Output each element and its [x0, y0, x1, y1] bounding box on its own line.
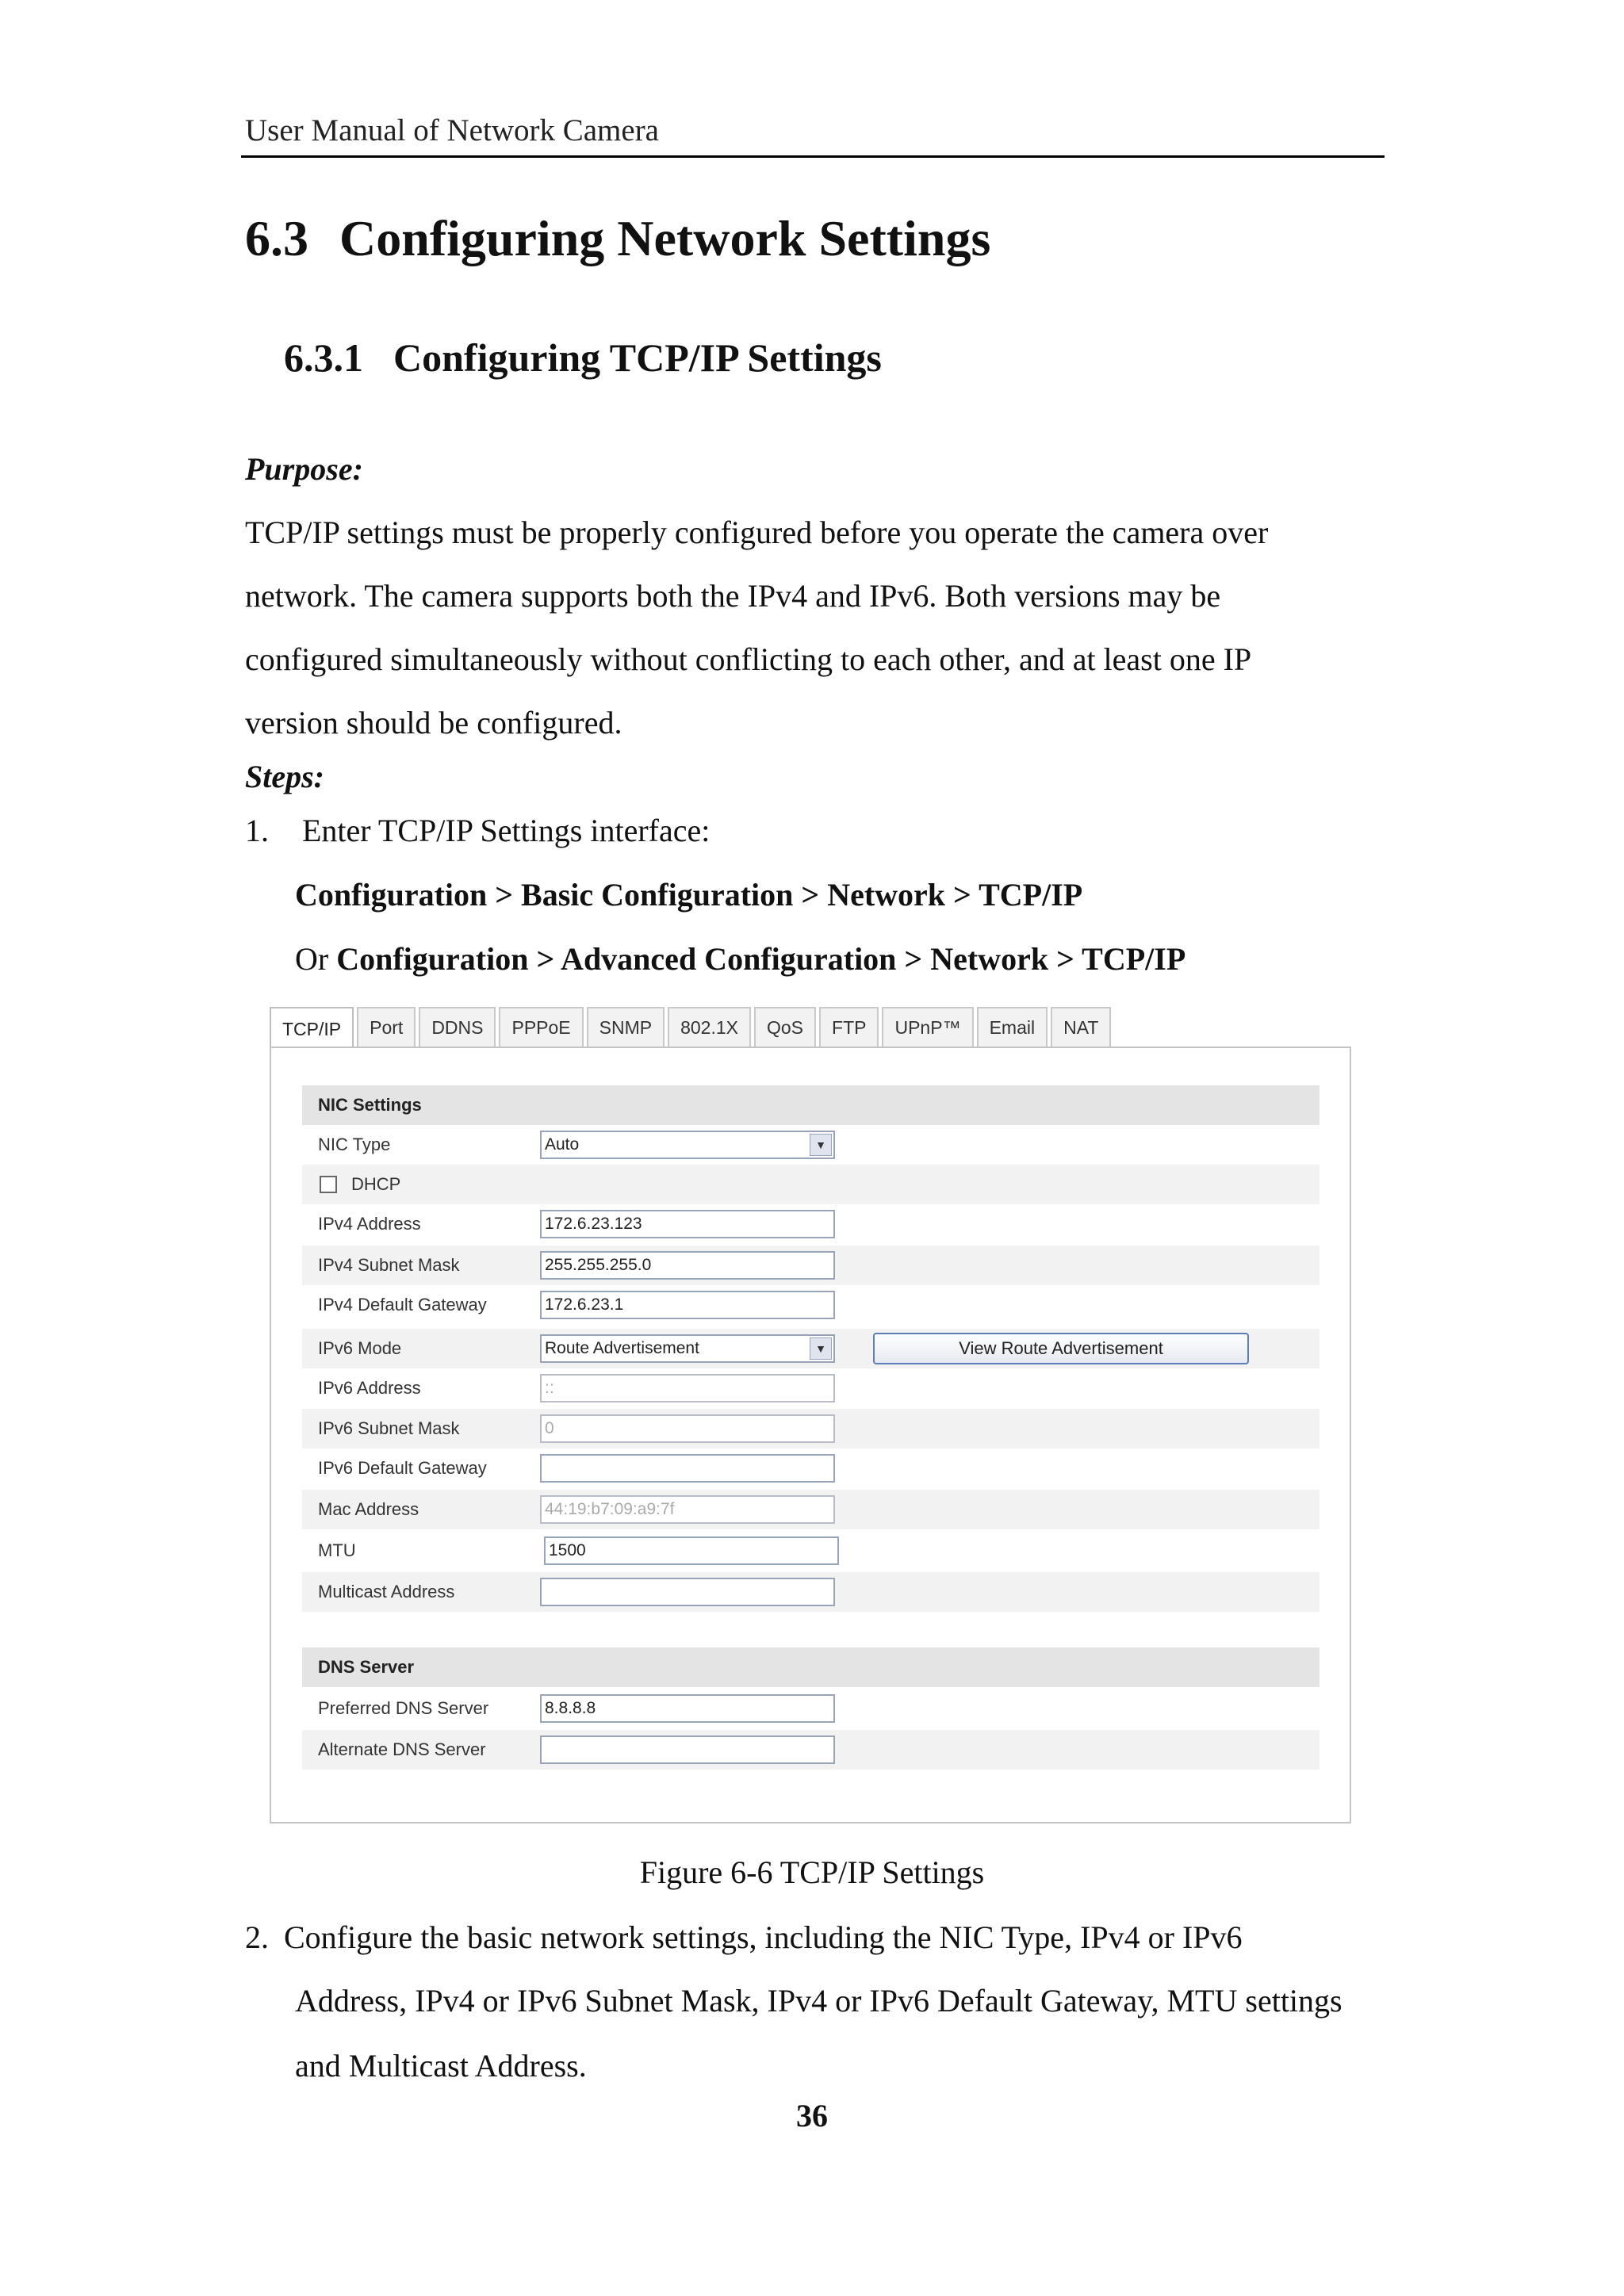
ipv4-gateway-input[interactable]: 172.6.23.1 — [540, 1291, 835, 1319]
step-2-number: 2. — [245, 1919, 269, 1955]
menu-path-advanced: Configuration > Advanced Configuration > Network > TCP/IP — [336, 941, 1186, 977]
step-2-line: and Multicast Address. — [295, 2048, 587, 2084]
subsection-heading — [284, 335, 882, 381]
dhcp-label: DHCP — [351, 1174, 401, 1194]
section-number: 6.3 — [245, 210, 308, 266]
mac-address-input: 44:19:b7:09:a9:7f — [540, 1495, 835, 1524]
step-2-line: Configure the basic network settings, including the NIC Type, IPv4 or IPv6 — [284, 1919, 1243, 1955]
menu-path-advanced-line — [295, 940, 1185, 978]
multicast-address-input[interactable] — [540, 1578, 835, 1606]
ipv6-subnet-mask-label: IPv6 Subnet Mask — [318, 1418, 460, 1438]
step-2-line: Address, IPv4 or IPv6 Subnet Mask, IPv4 or IPv6 Default Gateway, MTU settings — [295, 1983, 1342, 2019]
row-mtu — [302, 1531, 1320, 1571]
ipv6-gateway-input[interactable] — [540, 1454, 835, 1483]
dhcp-checkbox[interactable] — [320, 1176, 337, 1193]
preferred-dns-input[interactable]: 8.8.8.8 — [540, 1694, 835, 1723]
tab-8021x[interactable]: 802.1X — [668, 1007, 751, 1047]
ipv4-address-label: IPv4 Address — [318, 1214, 421, 1234]
multicast-address-label: Multicast Address — [318, 1582, 455, 1601]
header-rule — [241, 155, 1385, 158]
ipv4-subnet-mask-label: IPv4 Subnet Mask — [318, 1255, 460, 1275]
ipv6-mode-select[interactable] — [540, 1334, 835, 1363]
mtu-input[interactable]: 1500 — [544, 1536, 839, 1565]
purpose-line: version should be configured. — [245, 705, 622, 740]
ipv6-mode-label: IPv6 Mode — [318, 1338, 402, 1358]
row-ipv6-mask — [302, 1409, 1320, 1448]
ipv4-gateway-label: IPv4 Default Gateway — [318, 1295, 487, 1314]
tab-tcpip[interactable]: TCP/IP — [270, 1007, 354, 1050]
figure-caption: Figure 6-6 TCP/IP Settings — [639, 1854, 985, 1890]
row-preferred-dns — [302, 1689, 1320, 1728]
nic-type-select[interactable] — [540, 1131, 835, 1159]
alternate-dns-label: Alternate DNS Server — [318, 1739, 486, 1759]
row-ipv6-gateway — [302, 1448, 1320, 1488]
ipv4-subnet-mask-input[interactable]: 255.255.255.0 — [540, 1251, 835, 1280]
running-header: User Manual of Network Camera — [245, 113, 659, 147]
purpose-line: TCP/IP settings must be properly configured before you operate the camera over — [245, 515, 1269, 550]
tab-email[interactable]: Email — [977, 1007, 1048, 1047]
tab-nat[interactable]: NAT — [1051, 1007, 1111, 1047]
nic-type-label: NIC Type — [318, 1135, 391, 1154]
ipv6-address-input[interactable]: :: — [540, 1374, 835, 1402]
tab-ddns[interactable]: DDNS — [419, 1007, 496, 1047]
purpose-line: configured simultaneously without conflicting to each other, and at least one IP — [245, 641, 1252, 677]
mtu-label: MTU — [318, 1540, 356, 1560]
row-ipv6-address — [302, 1368, 1320, 1408]
row-nic-type — [302, 1125, 1320, 1165]
row-mac-address — [302, 1490, 1320, 1529]
row-ipv4-gateway — [302, 1285, 1320, 1325]
purpose-line: network. The camera supports both the IPv4 and IPv6. Both versions may be — [245, 578, 1221, 614]
view-route-advertisement-button[interactable]: View Route Advertisement — [873, 1333, 1249, 1364]
row-ipv4-address — [302, 1204, 1320, 1244]
tab-qos[interactable]: QoS — [754, 1007, 816, 1047]
page-number: 36 — [796, 2098, 828, 2133]
tab-upnp[interactable]: UPnP™ — [882, 1007, 973, 1047]
ipv6-mode-value: Route Advertisement — [545, 1339, 699, 1357]
steps-label: Steps: — [245, 759, 324, 794]
ipv4-address-input[interactable]: 172.6.23.123 — [540, 1210, 835, 1238]
tab-port[interactable]: Port — [357, 1007, 416, 1047]
chevron-down-icon[interactable]: ▼ — [810, 1134, 832, 1156]
subsection-number: 6.3.1 — [284, 335, 363, 380]
row-ipv6-mode — [302, 1329, 1320, 1368]
purpose-label: Purpose: — [245, 451, 363, 487]
section-title: Configuring Network Settings — [339, 210, 991, 266]
step-1-number: 1. — [245, 813, 269, 848]
tab-snmp[interactable]: SNMP — [587, 1007, 665, 1047]
step-1-text: Enter TCP/IP Settings interface: — [302, 813, 710, 848]
tcpip-panel — [270, 1047, 1351, 1823]
settings-tabs — [270, 1007, 1114, 1048]
row-multicast — [302, 1572, 1320, 1612]
ipv6-subnet-mask-input[interactable]: 0 — [540, 1414, 835, 1443]
ipv6-address-label: IPv6 Address — [318, 1378, 421, 1398]
subsection-title: Configuring TCP/IP Settings — [393, 335, 882, 380]
menu-path-basic: Configuration > Basic Configuration > Network > TCP/IP — [295, 877, 1083, 913]
tab-pppoe[interactable]: PPPoE — [499, 1007, 583, 1047]
or-text: Or — [295, 941, 329, 977]
tcpip-settings-screenshot — [270, 1007, 1352, 1823]
row-alternate-dns — [302, 1730, 1320, 1770]
nic-settings-heading: NIC Settings — [302, 1085, 1320, 1125]
chevron-down-icon[interactable]: ▼ — [810, 1337, 832, 1360]
tab-ftp[interactable]: FTP — [819, 1007, 879, 1047]
row-ipv4-mask — [302, 1246, 1320, 1285]
section-heading — [245, 209, 990, 268]
alternate-dns-input[interactable] — [540, 1735, 835, 1764]
row-dhcp — [302, 1165, 1320, 1204]
dns-server-heading: DNS Server — [302, 1647, 1320, 1687]
ipv6-gateway-label: IPv6 Default Gateway — [318, 1458, 487, 1478]
preferred-dns-label: Preferred DNS Server — [318, 1698, 489, 1718]
nic-type-value: Auto — [545, 1135, 580, 1154]
mac-address-label: Mac Address — [318, 1499, 419, 1519]
